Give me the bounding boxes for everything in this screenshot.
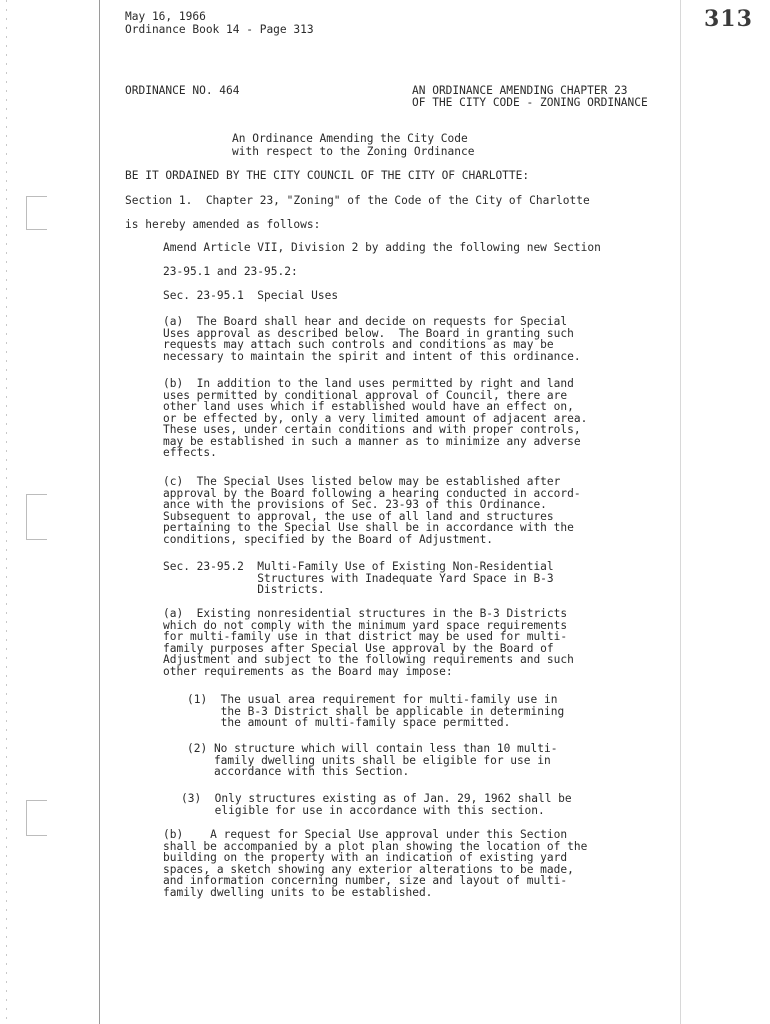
ordinance-caption-line1: AN ORDINANCE AMENDING CHAPTER 23 [412, 84, 628, 97]
scan-edge-mark [26, 196, 47, 230]
list-item-3: (3) Only structures existing as of Jan. 29, 1962 shall be eligible for use in accordance with this section. [181, 792, 572, 817]
list-item-1: (1) The usual area requirement for multi-family use in the B-3 District shall be applicable in determining the amount of multi-family space permitted. [187, 693, 565, 729]
paragraph-2a: (a) Existing nonresidential structures in the B-3 Districts which do not comply with the minimum yard space requirements for multi-family use in that district may be used for multi- family purposes after Special Use approval by the Board of Adjustment and subject to the following requirements and such other requirements as the Board may impose: [163, 607, 574, 678]
scan-edge-mark [26, 494, 47, 540]
page-number: 313 [704, 6, 753, 32]
amend-line1: Amend Article VII, Division 2 by adding the following new Section [163, 241, 601, 254]
scan-edge-mark [26, 800, 47, 836]
enacting-clause: BE IT ORDAINED BY THE CITY COUNCIL OF THE CITY OF CHARLOTTE: [125, 169, 530, 182]
section-95-1-heading: Sec. 23-95.1 Special Uses [163, 289, 339, 302]
section1-line2: is hereby amended as follows: [125, 218, 321, 231]
section-95-2-heading: Sec. 23-95.2 Multi-Family Use of Existing Non-Residential Structures with Inadequate Yard Space in B-3 Districts. [163, 560, 554, 596]
margin-rule [99, 0, 100, 1024]
paragraph-a: (a) The Board shall hear and decide on requests for Special Uses approval as described below. The Board in granting such requests may attach such controls and conditions as may be necessary to maintain the spirit and intent of this ordinance. [163, 315, 581, 363]
ordinance-caption-line2: OF THE CITY CODE - ZONING ORDINANCE [412, 96, 648, 109]
paragraph-c: (c) The Special Uses listed below may be established after approval by the Board following a hearing conducted in accord- ance with the provisions of Sec. 23-93 of this Ordinance. Subsequent to approval, the use of all land and structures pertaining to the Special Use shall be in accordance with the conditions, specified by the Board of Adjustment. [163, 475, 581, 546]
scan-edge [6, 0, 7, 1024]
ordinance-number: ORDINANCE NO. 464 [125, 84, 240, 97]
list-item-2: (2) No structure which will contain less than 10 multi- family dwelling units shall be eligible for use in accordance with this Section. [187, 742, 558, 778]
section1-line1: Section 1. Chapter 23, "Zoning" of the Code of the City of Charlotte [125, 194, 590, 207]
subtitle-line1: An Ordinance Amending the City Code [232, 132, 468, 145]
paragraph-b: (b) In addition to the land uses permitted by right and land uses permitted by conditional approval of Council, there are other land uses which if established would have an effect on, or be effected by, only a very limited amount of adjacent area. These uses, under certain conditions and with proper controls, may be established in such a manner as to minimize any adverse effects. [163, 377, 588, 459]
header-date: May 16, 1966 [125, 10, 206, 23]
right-margin-rule [680, 0, 681, 1024]
header-book-page: Ordinance Book 14 - Page 313 [125, 23, 314, 36]
subtitle-line2: with respect to the Zoning Ordinance [232, 145, 475, 158]
paragraph-2b: (b) A request for Special Use approval under this Section shall be accompanied by a plot plan showing the location of the building on the property with an indication of existing yard spaces, a sketch showing any exterior alterations to be made, and information concerning number, size and layout of multi- family dwelling units to be established. [163, 828, 588, 899]
amend-line2: 23-95.1 and 23-95.2: [163, 265, 298, 278]
